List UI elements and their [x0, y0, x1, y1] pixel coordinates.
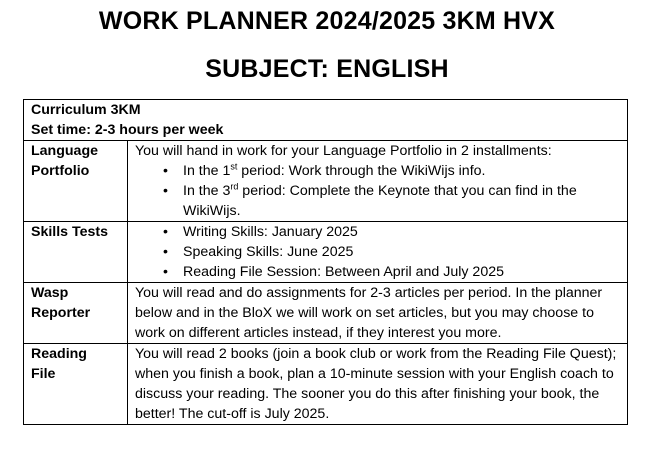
- set-time-label: Set time: 2-3 hours per week: [31, 122, 224, 138]
- list-item-text: In the 1: [183, 163, 231, 179]
- row-content-reading-file: [128, 344, 628, 425]
- row-content-language-portfolio: [128, 141, 628, 222]
- list-item-text: Speaking Skills: June 2025: [183, 244, 354, 260]
- page-title: WORK PLANNER 2024/2025 3KM HVX: [98, 7, 556, 35]
- list-item: [163, 222, 621, 242]
- row-label-line: Reading: [31, 346, 87, 362]
- list-item-text: In the 3: [183, 183, 231, 199]
- list-item-text: Writing Skills: January 2025: [183, 224, 358, 240]
- row-label-line: File: [31, 366, 56, 382]
- row-label-reading-file: [24, 344, 128, 425]
- row-label-line: Skills Tests: [31, 224, 109, 240]
- wasp-reporter-text: You will read and do assignments for 2-3 articles per period. In the planner below and in the BloX we will work on set articles, but you may choose to work on different articles instead, if they interest you more.: [135, 285, 603, 341]
- table-row-skills-tests: [24, 222, 628, 283]
- work-planner-table: [23, 99, 628, 425]
- table-header-row: [24, 100, 628, 141]
- bullet-icon: •: [163, 264, 168, 280]
- row-label-language-portfolio: [24, 141, 128, 222]
- bullet-icon: •: [163, 163, 168, 179]
- subject-heading: SUBJECT: ENGLISH: [205, 55, 449, 83]
- curriculum-header-cell: [24, 100, 628, 141]
- language-portfolio-list: [135, 161, 621, 221]
- row-label-line: Language: [31, 143, 99, 159]
- list-item-text: period: Complete the Keynote that you can find in the WikiWijs.: [183, 183, 577, 219]
- row-label-skills-tests: [24, 222, 128, 283]
- list-item: [163, 242, 621, 262]
- row-label-line: Reporter: [31, 305, 91, 321]
- skills-tests-list: [135, 222, 621, 282]
- curriculum-label: Curriculum 3KM: [31, 102, 141, 118]
- table-row-wasp-reporter: [24, 283, 628, 344]
- row-content-wasp-reporter: [128, 283, 628, 344]
- reading-file-text: You will read 2 books (join a book club or work from the Reading File Quest); when you finish a book, plan a 10-minute session with your English coach to discuss your reading. The sooner you do this after finishing your book, the better! The cut-off is July 2025.: [135, 346, 617, 422]
- ordinal-suffix: rd: [230, 181, 239, 192]
- row-label-line: Wasp: [31, 285, 69, 301]
- bullet-icon: •: [163, 224, 168, 240]
- table-row-reading-file: [24, 344, 628, 425]
- row-label-line: Portfolio: [31, 163, 90, 179]
- bullet-icon: •: [163, 183, 168, 199]
- list-item-text: Reading File Session: Between April and July 2025: [183, 264, 504, 280]
- row-label-wasp-reporter: [24, 283, 128, 344]
- list-item: [163, 181, 621, 221]
- language-portfolio-intro: You will hand in work for your Language Portfolio in 2 installments:: [135, 143, 552, 159]
- list-item: [163, 161, 621, 181]
- row-content-skills-tests: [128, 222, 628, 283]
- ordinal-suffix: st: [230, 161, 238, 172]
- list-item: [163, 262, 621, 282]
- list-item-text: period: Work through the WikiWijs info.: [237, 163, 486, 179]
- table-row-language-portfolio: [24, 141, 628, 222]
- bullet-icon: •: [163, 244, 168, 260]
